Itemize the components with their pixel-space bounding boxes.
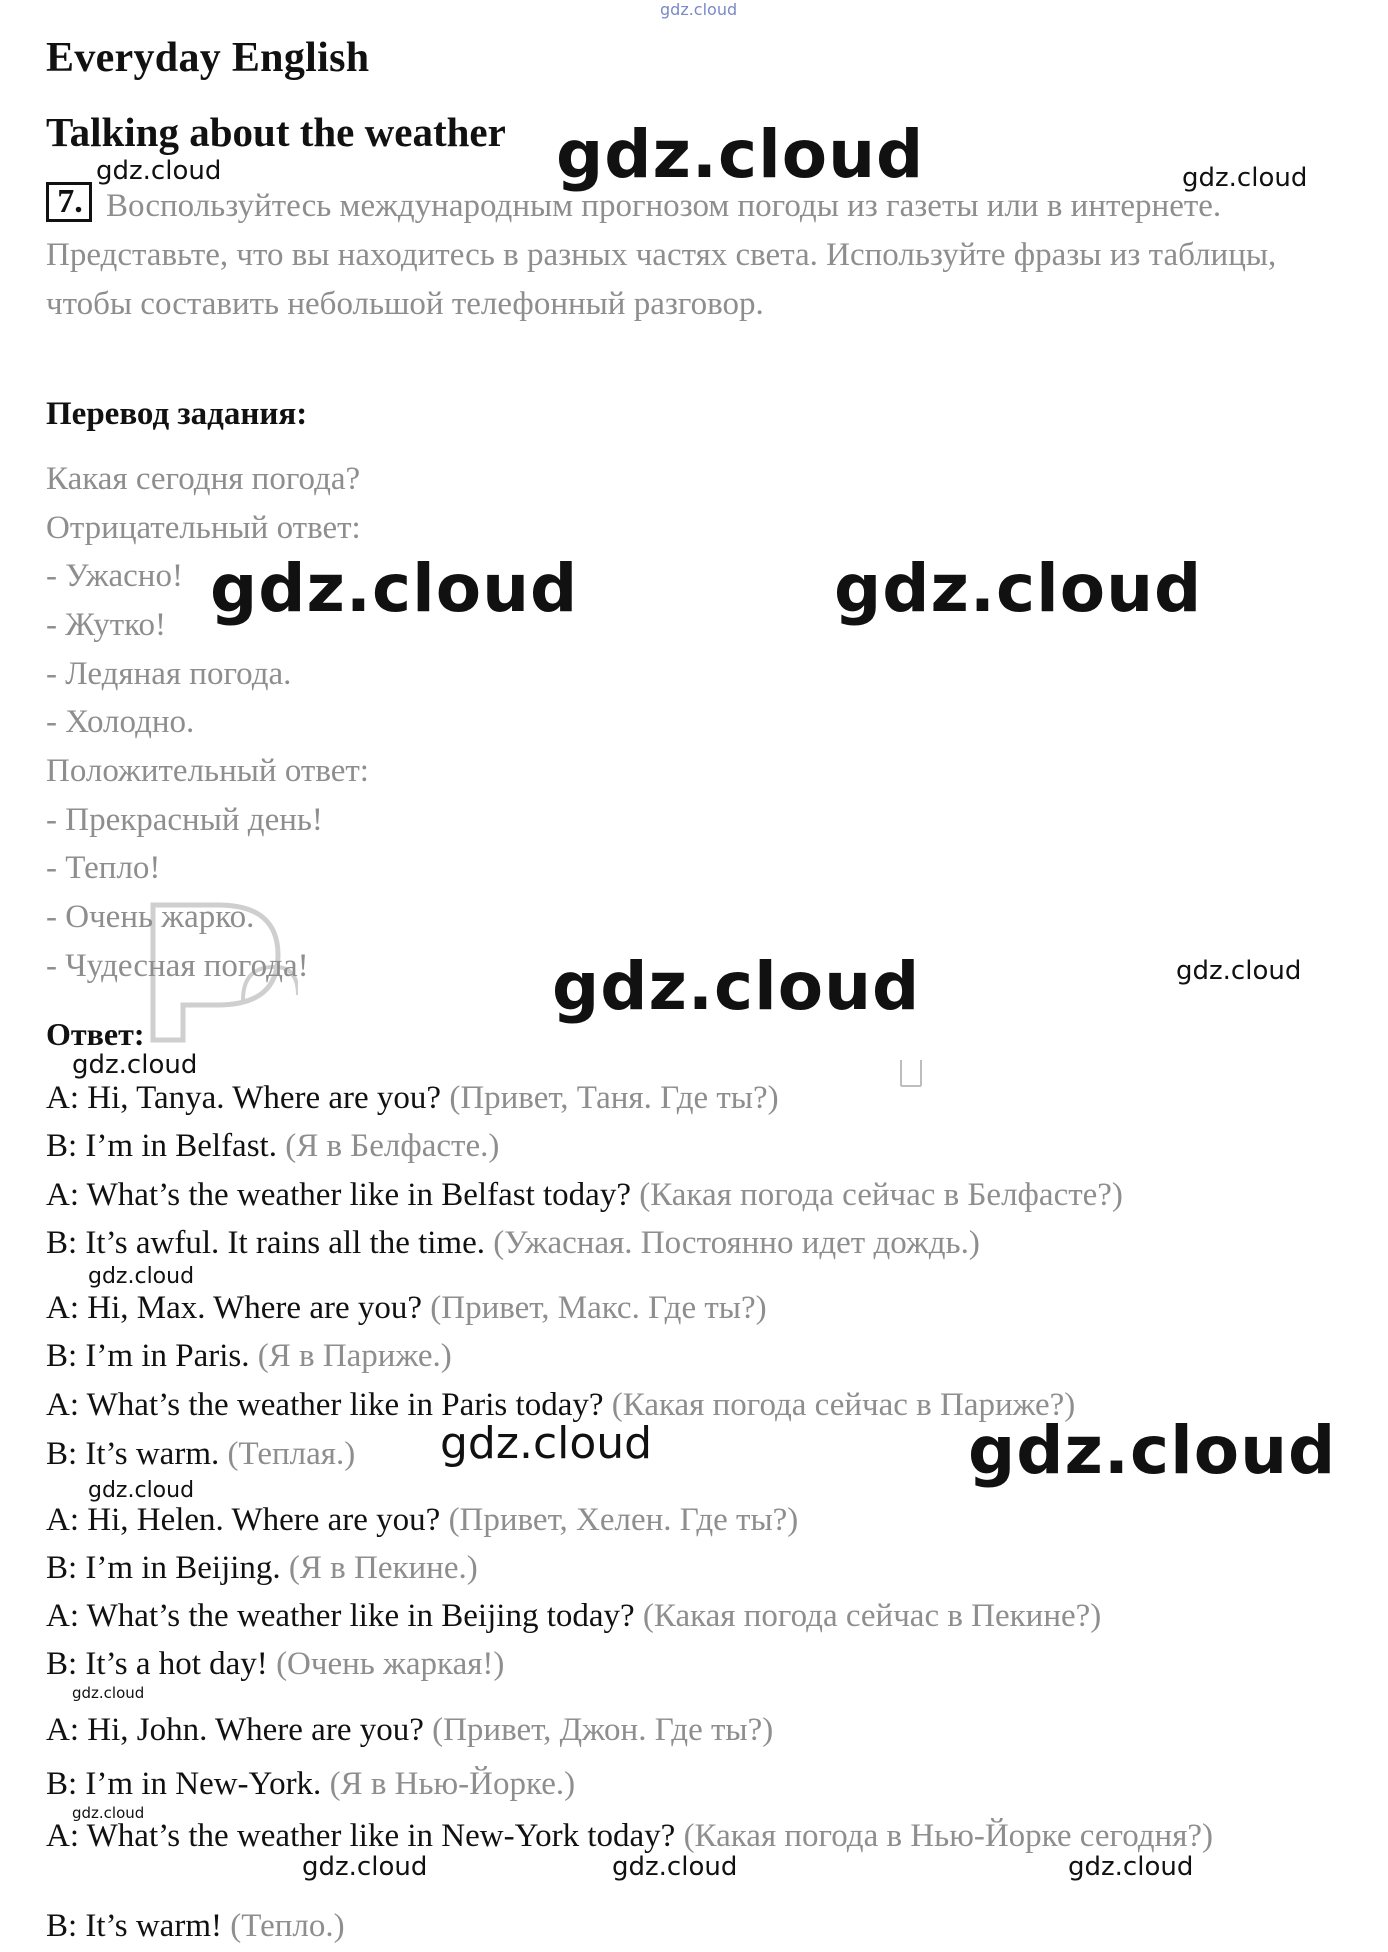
translation-line: - Ледяная погода. [46,656,292,692]
translation-line: Положительный ответ: [46,753,369,789]
dialogue-line: A: What’s the weather like in Belfast today? (Какая погода сейчас в Белфасте?) [46,1177,1123,1213]
watermark: gdz.cloud [612,1852,738,1882]
translation-line: - Ужасно! [46,558,183,594]
watermark: gdz.cloud [72,1684,145,1702]
dialogue-line: B: It’s warm! (Тепло.) [46,1908,345,1944]
watermark: gdz.cloud [552,948,921,1025]
translation-line: - Прекрасный день! [46,802,323,838]
dialogue-line: B: It’s warm. (Теплая.) [46,1436,356,1472]
translation-line: - Жутко! [46,607,166,643]
dialogue-line: B: It’s awful. It rains all the time. (Ужасная. Постоянно идет дождь.) [46,1225,980,1261]
answer-heading: Ответ: [46,1016,145,1052]
watermark: gdz.cloud [302,1852,428,1882]
watermark: gdz.cloud [72,1804,145,1822]
watermark: gdz.cloud [88,1264,195,1289]
dialogue-line: B: I’m in Belfast. (Я в Белфасте.) [46,1128,500,1164]
dialogue-line: B: I’m in Paris. (Я в Париже.) [46,1338,452,1374]
translation-heading: Перевод задания: [46,396,308,432]
watermark: gdz.cloud [96,156,222,186]
section-title: Everyday English [46,35,370,81]
watermark-top: gdz.cloud [660,0,738,19]
watermark: gdz.cloud [834,550,1203,627]
watermark: gdz.cloud [1068,1852,1194,1882]
watermark: gdz.cloud [440,1418,653,1469]
dialogue-line: A: Hi, Max. Where are you? (Привет, Макс. Где ты?) [46,1290,767,1326]
watermark: gdz.cloud [72,1050,198,1080]
watermark: gdz.cloud [1182,163,1308,193]
translation-line: Отрицательный ответ: [46,510,361,546]
decorative-mark-icon [896,1058,926,1088]
translation-line: - Чудесная погода! [46,948,309,984]
dialogue-line: A: Hi, John. Where are you? (Привет, Джон. Где ты?) [46,1712,774,1748]
translation-line: Какая сегодня погода? [46,461,361,497]
task-number: 7. [46,182,92,222]
dialogue-line: A: What’s the weather like in Paris today? (Какая погода сейчас в Париже?) [46,1387,1076,1423]
task-text: Воспользуйтесь международным прогнозом погоды из газеты или в интернете. Представьте, что вы находитесь в разных частях света. Используйте фразы из таблицы, чтобы составить небольшой телефонный разговор. [46,188,1277,322]
dialogue-line: B: It’s a hot day! (Очень жаркая!) [46,1646,505,1682]
translation-line: - Очень жарко. [46,899,255,935]
section-subtitle: Talking about the weather [46,109,506,155]
watermark: gdz.cloud [556,116,925,193]
dialogue-line: B: I’m in Beijing. (Я в Пекине.) [46,1550,478,1586]
translation-line: - Холодно. [46,704,195,740]
dialogue-line: A: What’s the weather like in New-York today? (Какая погода в Нью-Йорке сегодня?) [46,1818,1214,1854]
watermark: gdz.cloud [210,550,579,627]
dialogue-line: A: What’s the weather like in Beijing today? (Какая погода сейчас в Пекине?) [46,1598,1102,1634]
translation-line: - Тепло! [46,850,161,886]
dialogue-line: A: Hi, Helen. Where are you? (Привет, Хелен. Где ты?) [46,1502,799,1538]
dialogue-line: A: Hi, Tanya. Where are you? (Привет, Таня. Где ты?) [46,1080,779,1116]
watermark: gdz.cloud [88,1478,195,1503]
dialogue-line: B: I’m in New-York. (Я в Нью-Йорке.) [46,1766,576,1802]
watermark: gdz.cloud [1176,956,1302,986]
watermark: gdz.cloud [968,1412,1337,1489]
